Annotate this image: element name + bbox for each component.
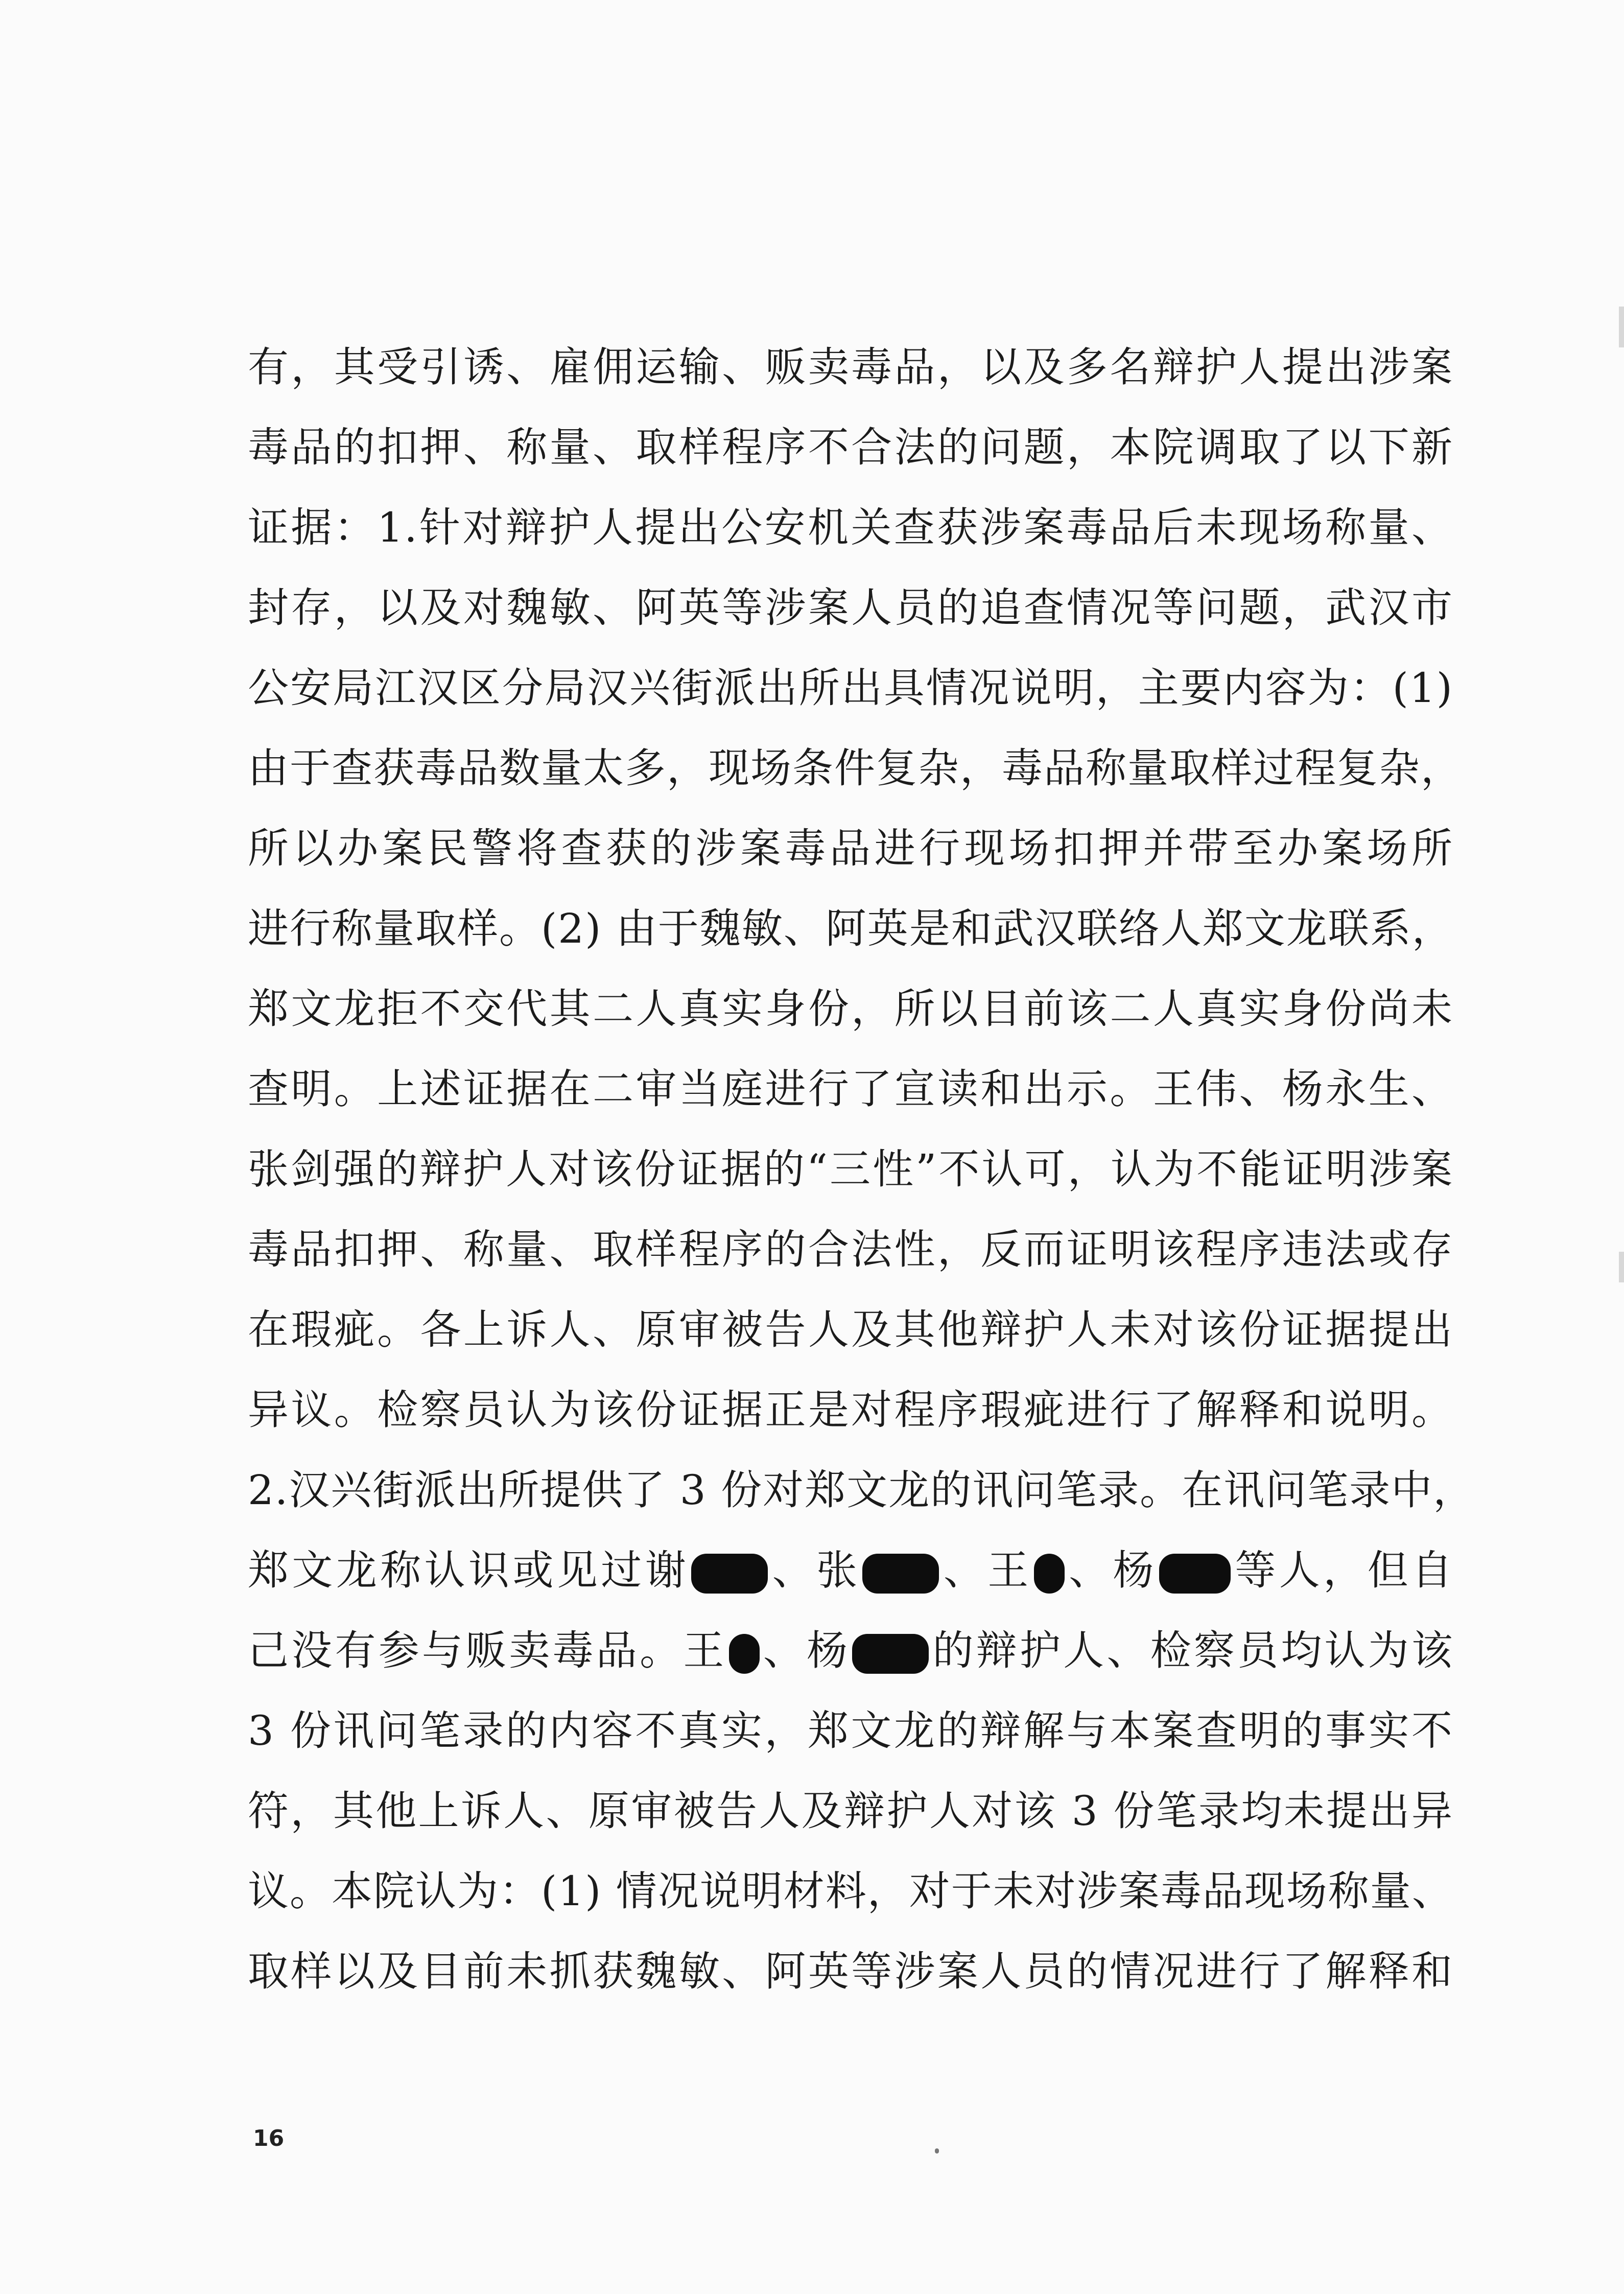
- redaction-mark: [1159, 1554, 1231, 1594]
- line-17-part-3: 的辩护人、检察员均认为该: [931, 1627, 1454, 1674]
- text-line-19: 符，其他上诉人、原审被告人及辩护人对该 3 份笔录均未提出异: [248, 1787, 1453, 1835]
- text-line-8: 进行称量取样。(2) 由于魏敏、阿英是和武汉联络人郑文龙联系，: [248, 905, 1454, 952]
- text-line-3: 证据：1.针对辩护人提出公安机关查获涉案毒品后未现场称量、: [248, 504, 1453, 551]
- text-line-11: 张剑强的辩护人对该份证据的“三性”不认可，认为不能证明涉案: [248, 1145, 1453, 1193]
- redaction-mark: [1034, 1554, 1065, 1594]
- text-line-2: 毒品的扣押、称量、取样程序不合法的问题，本院调取了以下新: [248, 424, 1453, 471]
- text-line-21: 取样以及目前未抓获魏敏、阿英等涉案人员的情况进行了解释和: [248, 1948, 1453, 1995]
- text-line-12: 毒品扣押、称量、取样程序的合法性，反而证明该程序违法或存: [248, 1226, 1453, 1273]
- text-line-14: 异议。检察员认为该份证据正是对程序瑕疵进行了解释和说明。: [248, 1386, 1453, 1434]
- text-line-10: 查明。上述证据在二审当庭进行了宣读和出示。王伟、杨永生、: [248, 1065, 1453, 1113]
- line-16-part-4: 、杨: [1066, 1547, 1157, 1594]
- scan-edge-mark: [1619, 307, 1624, 347]
- page-number: 16: [253, 2125, 285, 2151]
- text-line-15: 2.汉兴街派出所提供了 3 份对郑文龙的讯问笔录。在讯问笔录中，: [248, 1466, 1475, 1514]
- redaction-mark: [852, 1634, 929, 1674]
- text-line-4: 封存，以及对魏敏、阿英等涉案人员的追查情况等问题，武汉市: [248, 584, 1453, 631]
- redaction-mark: [729, 1634, 760, 1674]
- text-line-9: 郑文龙拒不交代其二人真实身份，所以目前该二人真实身份尚未: [248, 985, 1453, 1033]
- scan-speck: [935, 2148, 939, 2153]
- line-16-part-1: 郑文龙称认识或见过谢: [248, 1547, 690, 1594]
- redaction-mark: [862, 1554, 939, 1594]
- redaction-mark: [691, 1554, 768, 1594]
- text-line-16-redacted: [248, 1530, 1453, 1610]
- line-16-part-3: 、王: [941, 1547, 1032, 1594]
- text-line-18: 3 份讯问笔录的内容不真实，郑文龙的辩解与本案查明的事实不: [248, 1707, 1453, 1754]
- line-16-part-2: 、张: [770, 1547, 861, 1594]
- text-line-1: 有，其受引诱、雇佣运输、贩卖毒品，以及多名辩护人提出涉案: [248, 343, 1453, 391]
- text-line-6: 由于查获毒品数量太多，现场条件复杂，毒品称量取样过程复杂，: [248, 744, 1463, 792]
- line-17-part-2: 、杨: [761, 1627, 851, 1674]
- text-line-20: 议。本院认为：(1) 情况说明材料，对于未对涉案毒品现场称量、: [248, 1867, 1454, 1915]
- text-line-13: 在瑕疵。各上诉人、原审被告人及其他辩护人未对该份证据提出: [248, 1306, 1453, 1353]
- line-16-part-5: 等人，但自: [1232, 1547, 1454, 1594]
- text-line-5: 公安局江汉区分局汉兴街派出所出具情况说明，主要内容为：(1): [248, 664, 1453, 712]
- scan-edge-mark: [1619, 1252, 1624, 1282]
- text-line-7: 所以办案民警将查获的涉案毒品进行现场扣押并带至办案场所: [248, 825, 1453, 872]
- text-line-17-redacted: [248, 1610, 1453, 1691]
- line-17-part-1: 己没有参与贩卖毒品。王: [248, 1627, 727, 1674]
- body-text: [248, 327, 1475, 2011]
